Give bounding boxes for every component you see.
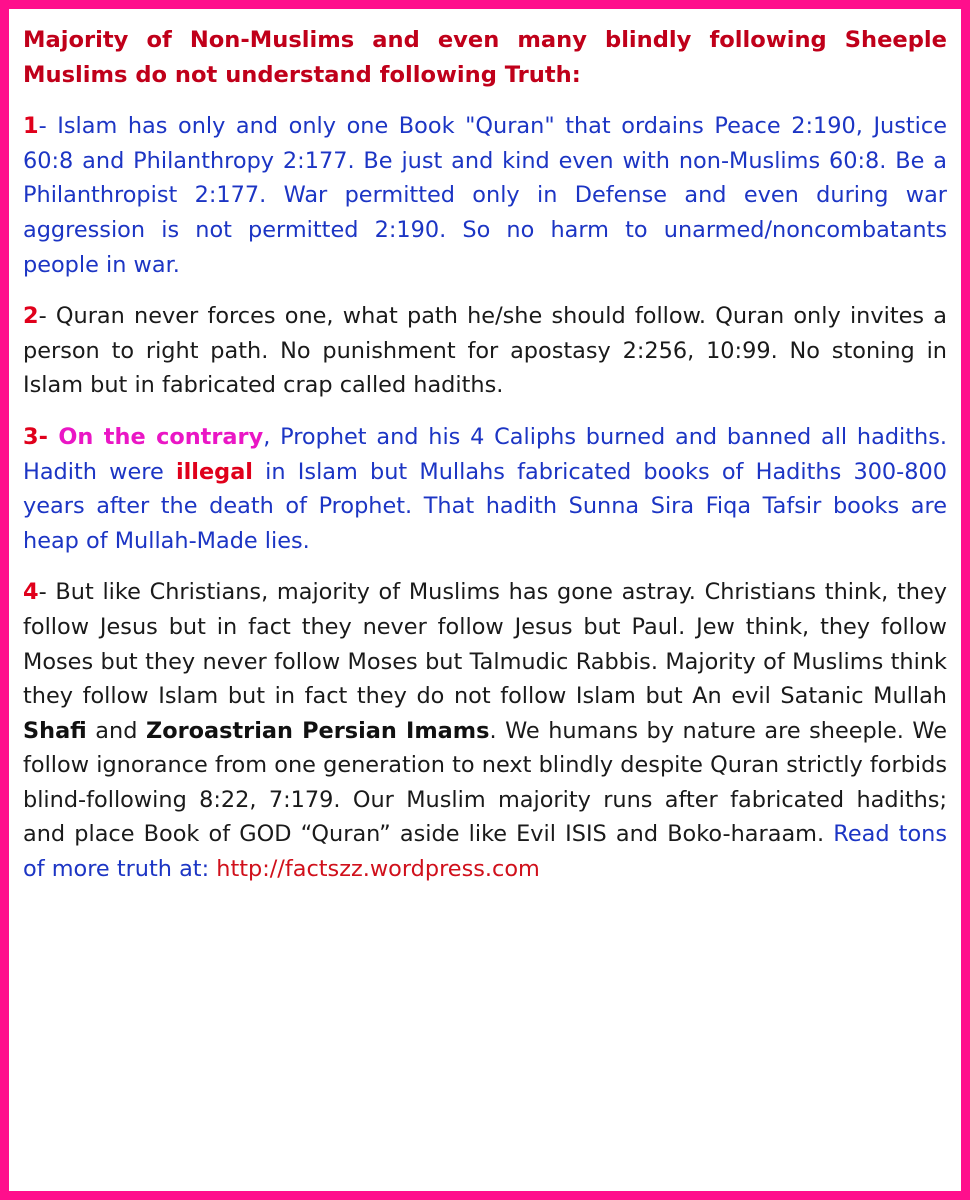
document-frame <box>9 9 961 1191</box>
point-2-text: - Quran never forces one, what path he/she should follow. Quran only invites a person to right path. No punishment for apostasy 2:256, 10:99. No stoning in Islam but in fabricated crap called hadiths. <box>23 303 947 399</box>
point-4 <box>23 575 947 886</box>
point-3-dash: - <box>38 423 59 450</box>
point-4-text-a: - But like Christians, majority of Muslims has gone astray. Christians think, they follow Jesus but in fact they never follow Jesus but Paul. Jew think, they follow Moses but they never follow Moses but Talmudic Rabbis. Majority of Muslims think they follow Islam but in fact they do not follow Islam but An evil Satanic Mullah <box>23 579 947 710</box>
website-link[interactable]: http://factszz.wordpress.com <box>216 856 540 883</box>
read-more-text: Read tons of more truth at: <box>23 821 948 883</box>
point-3-illegal: illegal <box>175 458 253 485</box>
point-1 <box>23 109 947 282</box>
document-body <box>9 9 961 887</box>
point-4-and: and <box>86 717 146 744</box>
heading-text: Majority of Non-Muslims and even many blindly following Sheeple Muslims do not understand following Truth: <box>23 27 947 88</box>
point-3-text-b: in Islam but Mullahs fabricated books of Hadiths 300-800 years after the death of Prophet. That hadith Sunna Sira Fiqa Tafsir books are heap of Mullah-Made lies. <box>23 458 947 554</box>
point-3-number: 3 <box>23 423 39 450</box>
point-1-number: 1 <box>23 113 39 140</box>
point-4-zoroastrian: Zoroastrian Persian Imams <box>145 717 490 744</box>
point-4-shafi: Shafi <box>23 717 87 744</box>
point-3 <box>23 420 947 558</box>
point-3-emphasis: On the contrary <box>58 423 264 450</box>
point-2-number: 2 <box>23 303 39 330</box>
point-4-text-b: . We humans by nature are sheeple. We follow ignorance from one generation to next blindly despite Quran strictly forbids blind-following 8:22, 7:179. Our Muslim majority runs after fabricated hadiths; and place Book of GOD “Quran” aside like Evil ISIS and Boko-haraam. <box>23 717 947 848</box>
point-3-text-a: , Prophet and his 4 Caliphs burned and banned all hadiths. Hadith were <box>23 423 948 485</box>
point-2 <box>23 299 947 403</box>
point-4-number: 4 <box>23 579 39 606</box>
point-1-text: - Islam has only and only one Book "Quran" that ordains Peace 2:190, Justice 60:8 and Philanthropy 2:177. Be just and kind even with non-Muslims 60:8. Be a Philanthropist 2:177. War permitted only in Defense and even during war aggression is not permitted 2:190. So no harm to unarmed/noncombatants people in war. <box>23 113 947 278</box>
heading-paragraph <box>23 23 947 92</box>
